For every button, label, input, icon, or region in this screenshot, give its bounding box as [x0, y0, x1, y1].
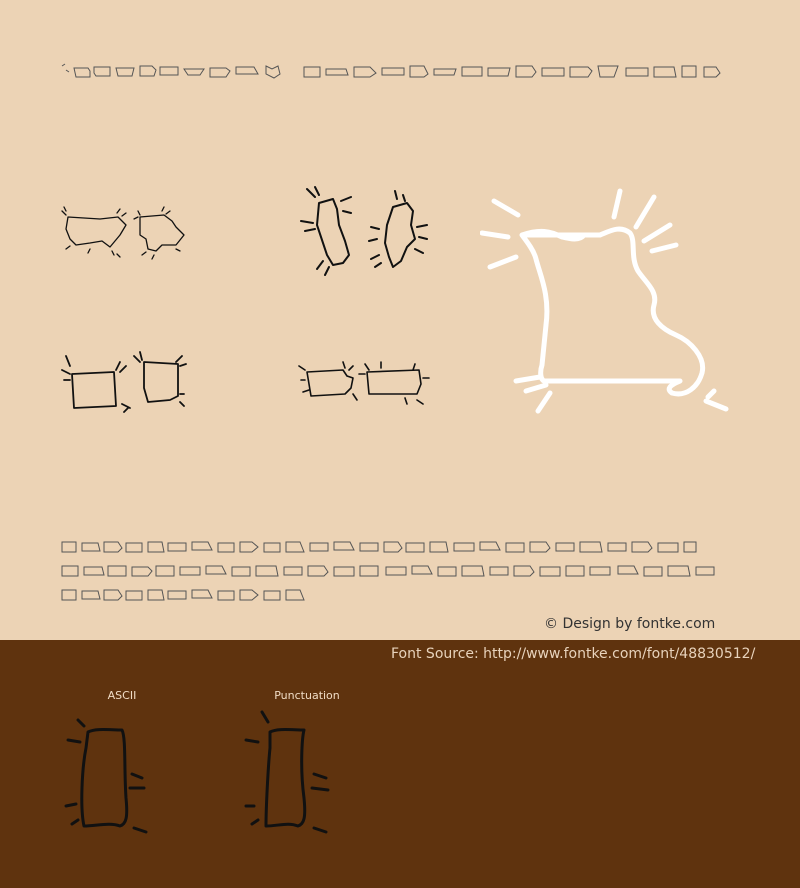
- tab-punctuation-label[interactable]: Punctuation: [274, 689, 340, 702]
- font-source-link[interactable]: Font Source: http://www.fontke.com/font/48830512/: [391, 646, 756, 662]
- sample-text-line: [60, 60, 730, 82]
- coastal-state-pair: [295, 185, 435, 289]
- state-glyph-strip: [60, 561, 720, 581]
- design-credit: © Design by fontke.com: [544, 616, 716, 632]
- usa-outline-pair: [60, 205, 190, 269]
- state-outline-icon: [295, 358, 435, 408]
- tab-ascii-label[interactable]: ASCII: [107, 689, 137, 702]
- state-glyph-strip: [60, 585, 320, 605]
- state-glyph-strip: [60, 537, 700, 557]
- glyph-sample-line-1: [60, 537, 700, 557]
- usa-map-icon: [60, 205, 190, 265]
- highlighted-glyph: [480, 185, 740, 424]
- state-outline-missouri-icon: [480, 185, 740, 420]
- tab-punctuation[interactable]: [242, 708, 337, 842]
- plains-state-pair: [295, 358, 435, 412]
- state-outline-icon: [60, 708, 155, 838]
- glyph-sample-line-3: [60, 585, 320, 605]
- tab-ascii[interactable]: [60, 708, 155, 842]
- state-outline-icon: [60, 350, 195, 420]
- rectangle-state-pair: [60, 350, 195, 424]
- state-glyph-strip: [60, 60, 730, 82]
- state-outline-icon: [295, 185, 435, 285]
- glyph-sample-line-2: [60, 561, 720, 581]
- state-outline-icon: [242, 708, 337, 838]
